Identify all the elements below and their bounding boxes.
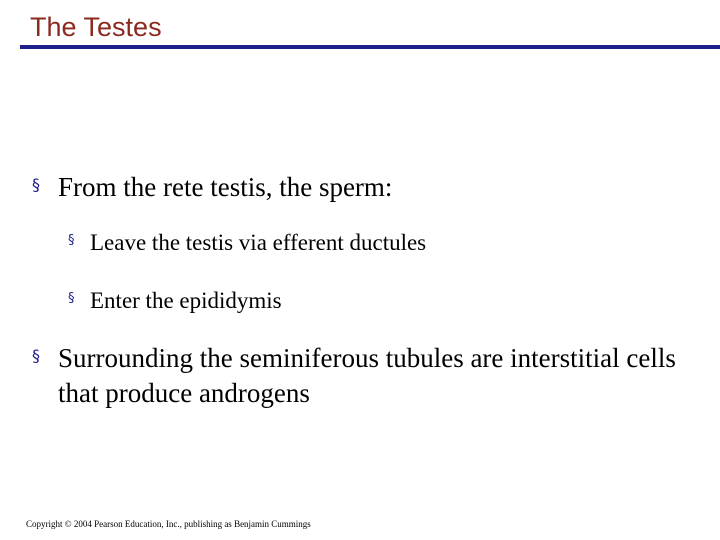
bullet-item [32,170,392,205]
sub-bullet-text: Enter the epididymis [90,288,282,313]
bullet-text: From the rete testis, the sperm: [58,172,393,202]
sub-bullet-item [68,286,282,316]
bullet-marker-icon: § [32,175,40,194]
sub-bullet-text: Leave the testis via efferent ductules [90,230,427,255]
slide-title: The Testes [30,12,162,42]
sub-bullet-marker-icon: § [68,291,75,306]
sub-bullet-item [68,228,426,258]
sub-bullet-marker-icon: § [68,233,75,248]
copyright-footer: Copyright © 2004 Pearson Education, Inc., publishing as Benjamin Cummings [26,519,311,529]
bullet-item [32,341,702,411]
title-underline [20,45,720,49]
bullet-text: Surrounding the seminiferous tubules are interstitial cells that produce androgens [58,343,676,408]
bullet-marker-icon: § [32,346,40,365]
